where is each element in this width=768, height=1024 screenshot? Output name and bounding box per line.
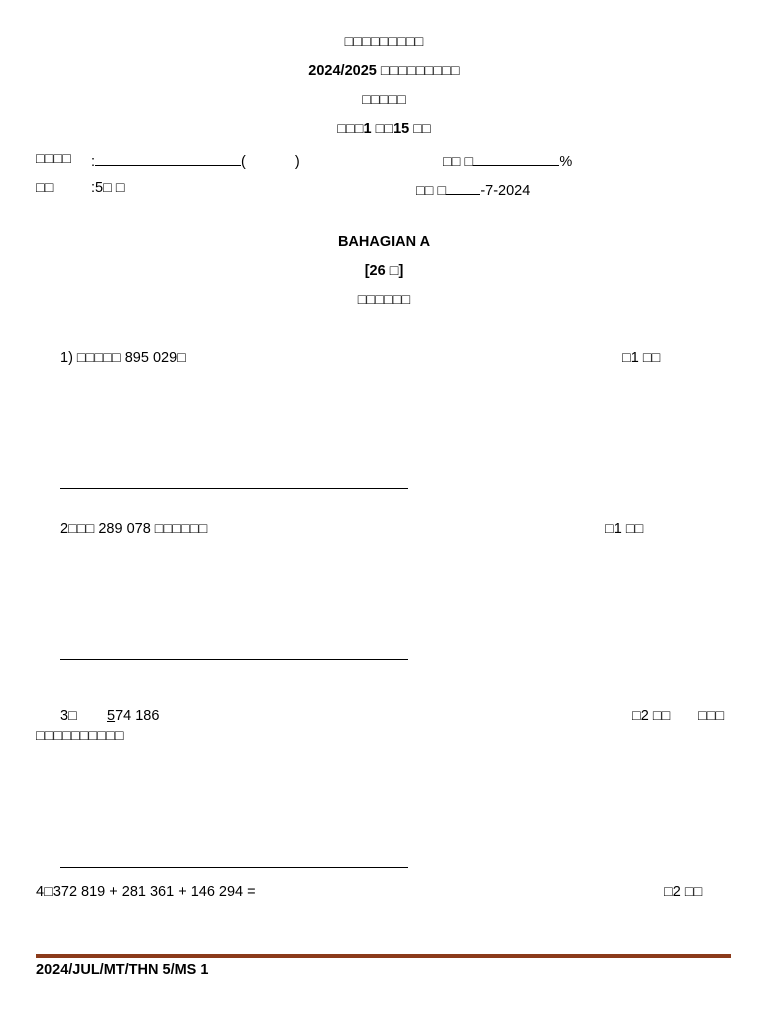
name-paren-close: ) <box>294 154 300 170</box>
section-marks: [26 □] <box>364 263 404 279</box>
date-blank[interactable] <box>446 180 480 195</box>
question-2-text: 2□□□ 289 078 □□□□□□ <box>60 521 208 537</box>
date-suffix: -7-2024 <box>480 183 531 199</box>
score-unit: % <box>559 154 573 170</box>
question-1-text: 1) □□□□□ 895 029□ <box>60 350 186 366</box>
score-label: □□ □ <box>443 154 474 170</box>
footer-rule <box>36 954 731 958</box>
question-4-marks: □2 □□ <box>664 884 703 900</box>
question-3-number-text <box>107 708 159 724</box>
exam-title: 2024/2025 □□□□□□□□□ <box>308 63 460 79</box>
name-paren-open: ( <box>241 154 246 170</box>
answer-line-2[interactable] <box>60 659 408 660</box>
footer-code: 2024/JUL/MT/THN 5/MS 1 <box>36 962 209 978</box>
question-3-line2: □□□□□□□□□□ <box>36 728 124 744</box>
question-3-number: 3□ <box>60 708 77 724</box>
question-3-extra: □□□ <box>698 708 725 724</box>
score-blank[interactable] <box>473 151 559 166</box>
date-label: □□ □ <box>416 183 447 199</box>
question-1-marks: □1 □□ <box>622 350 661 366</box>
answer-line-3[interactable] <box>60 867 408 868</box>
section-instruction: □□□□□□ <box>357 292 411 308</box>
school-name: □□□□□□□□□ <box>344 34 424 50</box>
date-field[interactable] <box>416 180 530 199</box>
name-label: □□□□ <box>36 151 72 167</box>
class-value: :5□ □ <box>91 180 125 196</box>
question-3-marks: □2 □□ <box>632 708 671 724</box>
name-field[interactable] <box>91 151 300 170</box>
class-label: □□ <box>36 180 54 196</box>
question-2-marks: □1 □□ <box>605 521 644 537</box>
answer-line-1[interactable] <box>60 488 408 489</box>
score-field[interactable] <box>443 151 572 170</box>
question-4-text: 4□372 819 + 281 361 + 146 294 = <box>36 884 256 900</box>
subject-title: □□□□□ <box>362 92 406 108</box>
name-blank[interactable] <box>95 151 241 166</box>
section-title: BAHAGIAN A <box>337 234 431 250</box>
underlined-digit: 5 <box>107 708 116 724</box>
name-colon: : <box>91 154 96 170</box>
question-3-rest: 74 186 <box>115 708 160 724</box>
duration: □□□1 □□15 □□ <box>337 121 431 137</box>
